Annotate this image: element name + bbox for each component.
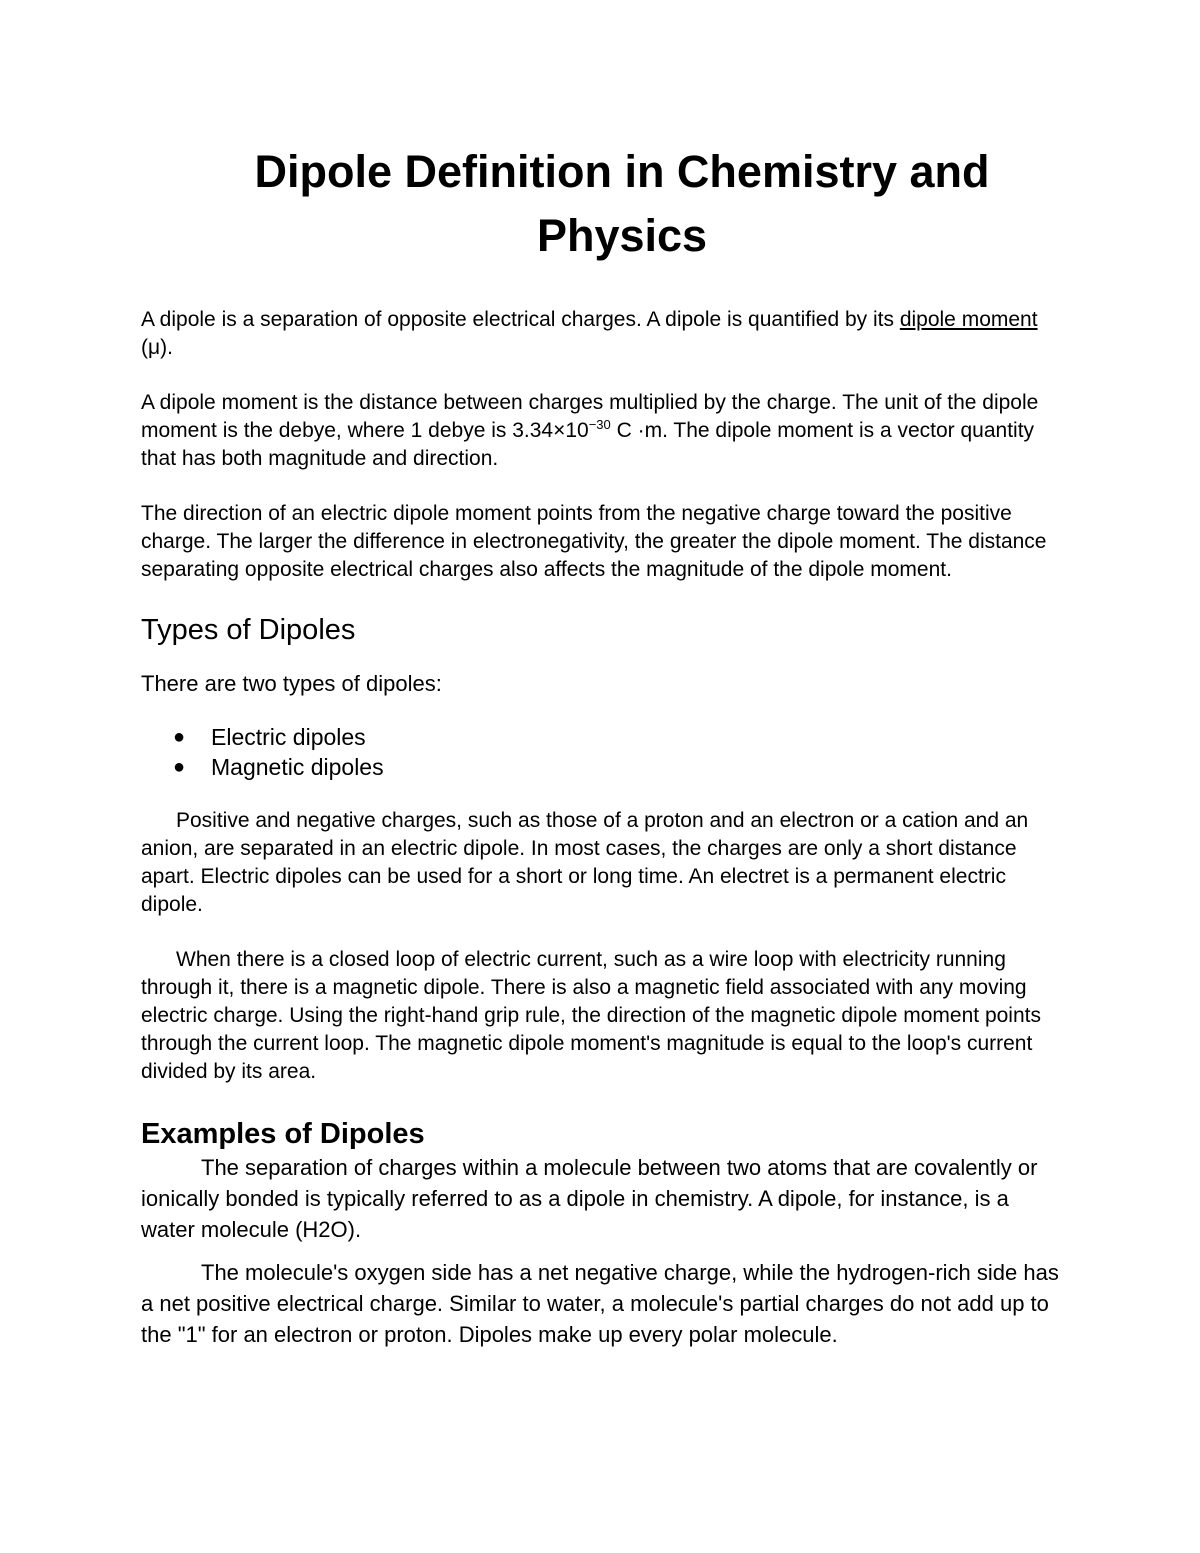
exponent: −30 (588, 417, 611, 432)
types-list (141, 722, 1063, 782)
examples-heading: Examples of Dipoles (141, 1118, 425, 1150)
intro-text-end: (μ). (141, 336, 173, 359)
document-title: Dipole Definition in Chemistry and Physics (254, 146, 990, 261)
types-lead: There are two types of dipoles: (141, 671, 442, 696)
examples-paragraph-2: The molecule's oxygen side has a net negative charge, while the hydrogen-rich side has a net positive electrical charge. Similar to water, a molecule's partial charges do not add up to the "1" for an electron or proton. Dipoles make up every polar molecule. (141, 1260, 1059, 1347)
examples-paragraph-1: The separation of charges within a molecule between two atoms that are covalently or ionically bonded is typically referred to as a dipole in chemistry. A dipole, for instance, is a water molecule (H2O). (141, 1155, 1038, 1242)
bullet-icon: ● (173, 756, 186, 778)
dipole-moment-paragraph (141, 389, 1063, 473)
list-item (141, 752, 1063, 782)
list-item-label: Magnetic dipoles (211, 754, 384, 780)
electric-dipole-paragraph: Positive and negative charges, such as those of a proton and an electron or a cation and an anion, are separated in an electric dipole. In most cases, the charges are only a short distance apart. Electric dipoles can be used for a short or long time. An electret is a permanent electric dipole. (141, 809, 1029, 916)
list-item-label: Electric dipoles (211, 724, 366, 750)
direction-paragraph: The direction of an electric dipole moment points from the negative charge toward the positive charge. The larger the difference in electronegativity, the greater the dipole moment. The distance separating opposite electrical charges also affects the magnitude of the dipole moment. (141, 502, 1047, 581)
types-heading: Types of Dipoles (141, 614, 356, 646)
moment-text-end: C ·m. The dipole moment is a vector quantity that has both magnitude and direction. (141, 419, 1035, 470)
document-page (141, 140, 1063, 1350)
list-item (141, 722, 1063, 752)
dipole-moment-link[interactable]: dipole moment (899, 308, 1038, 331)
moment-text: A dipole moment is the distance between charges multiplied by the charge. The unit of the dipole moment is the debye, where 1 debye is 3.34×10 (141, 391, 1039, 442)
intro-paragraph (141, 306, 1063, 362)
magnetic-dipole-paragraph: When there is a closed loop of electric current, such as a wire loop with electricity running through it, there is a magnetic dipole. There is also a magnetic field associated with any moving electric charge. Using the right-hand grip rule, the direction of the magnetic dipole moment points through the current loop. The magnetic dipole moment's magnitude is equal to the loop's current divided by its area. (141, 948, 1041, 1083)
bullet-icon: ● (173, 726, 186, 748)
intro-text: A dipole is a separation of opposite electrical charges. A dipole is quantified by its (141, 308, 900, 331)
